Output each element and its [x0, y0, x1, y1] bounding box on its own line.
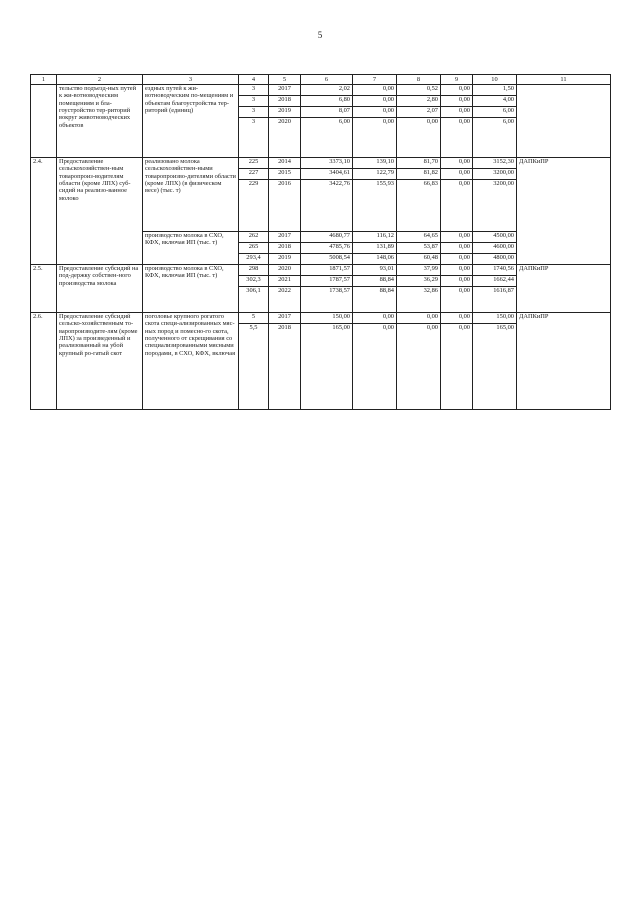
year-cell: 2020 [269, 118, 301, 158]
header-cell: 8 [397, 75, 441, 85]
year-cell: 2018 [269, 243, 301, 254]
total-cell: 150,00 [301, 313, 353, 324]
local-cell: 0,00 [441, 287, 473, 313]
regional-cell: 37,99 [397, 265, 441, 276]
other-cell: 6,00 [473, 107, 517, 118]
other-cell: 1662,44 [473, 276, 517, 287]
indicator-value: 298 [239, 265, 269, 276]
other-cell: 1616,87 [473, 287, 517, 313]
federal-cell: 0,00 [353, 85, 397, 96]
item-number: 2.5. [31, 265, 57, 313]
total-cell: 2,02 [301, 85, 353, 96]
local-cell: 0,00 [441, 169, 473, 180]
indicator-value: 5,5 [239, 324, 269, 410]
year-cell: 2018 [269, 96, 301, 107]
indicator-value: 302,3 [239, 276, 269, 287]
year-cell: 2018 [269, 324, 301, 410]
local-cell: 0,00 [441, 180, 473, 232]
federal-cell: 131,89 [353, 243, 397, 254]
indicator-value: 225 [239, 158, 269, 169]
federal-cell: 0,00 [353, 107, 397, 118]
indicator-value: 229 [239, 180, 269, 232]
indicator-value: 3 [239, 96, 269, 107]
local-cell: 0,00 [441, 324, 473, 410]
other-cell: 6,00 [473, 118, 517, 158]
year-cell: 2019 [269, 107, 301, 118]
item-number [31, 85, 57, 158]
other-cell: 150,00 [473, 313, 517, 324]
regional-cell: 0,00 [397, 118, 441, 158]
indicator-value: 262 [239, 232, 269, 243]
local-cell: 0,00 [441, 276, 473, 287]
other-cell: 4600,00 [473, 243, 517, 254]
year-cell: 2015 [269, 169, 301, 180]
total-cell: 165,00 [301, 324, 353, 410]
local-cell: 0,00 [441, 96, 473, 107]
measure-name: Предоставление субсидий на под-держку собствен-ного производства молока [57, 265, 143, 313]
total-cell: 6,00 [301, 118, 353, 158]
indicator-value: 3 [239, 118, 269, 158]
regional-cell: 60,48 [397, 254, 441, 265]
indicator-value: 293,4 [239, 254, 269, 265]
total-cell: 1871,57 [301, 265, 353, 276]
indicator-value: 265 [239, 243, 269, 254]
total-cell: 6,80 [301, 96, 353, 107]
total-cell: 4680,77 [301, 232, 353, 243]
measure-name: тельство подъезд-ных путей к жи-вотноводческим помещениям и бла-гоустройство тер-риторий вокруг животноводческих объектов [57, 85, 143, 158]
header-cell: 4 [239, 75, 269, 85]
regional-cell: 2,07 [397, 107, 441, 118]
indicator-name: реализовано молока сельскохозяйствен-ными товаропроизво-дителями области (кроме ЛПХ) (в физическом весе) (тыс. т) [143, 158, 239, 232]
federal-cell: 122,79 [353, 169, 397, 180]
total-cell: 3373,10 [301, 158, 353, 169]
regional-cell: 53,87 [397, 243, 441, 254]
table-row [31, 313, 611, 324]
header-cell: 2 [57, 75, 143, 85]
other-cell: 3200,00 [473, 180, 517, 232]
other-cell: 3152,30 [473, 158, 517, 169]
header-cell: 5 [269, 75, 301, 85]
regional-cell: 81,70 [397, 158, 441, 169]
other-cell: 4800,00 [473, 254, 517, 265]
total-cell: 1738,57 [301, 287, 353, 313]
total-cell: 1787,57 [301, 276, 353, 287]
federal-cell: 93,01 [353, 265, 397, 276]
header-cell: 3 [143, 75, 239, 85]
total-cell: 3404,61 [301, 169, 353, 180]
total-cell: 5008,54 [301, 254, 353, 265]
indicator-value: 306,1 [239, 287, 269, 313]
federal-cell: 0,00 [353, 118, 397, 158]
table-row [31, 158, 611, 169]
other-cell: 1740,56 [473, 265, 517, 276]
regional-cell: 64,65 [397, 232, 441, 243]
federal-cell: 148,06 [353, 254, 397, 265]
year-cell: 2017 [269, 85, 301, 96]
local-cell: 0,00 [441, 158, 473, 169]
indicator-value: 227 [239, 169, 269, 180]
year-cell: 2017 [269, 232, 301, 243]
local-cell: 0,00 [441, 313, 473, 324]
regional-cell: 36,29 [397, 276, 441, 287]
item-number: 2.4. [31, 158, 57, 265]
header-cell: 10 [473, 75, 517, 85]
header-row [31, 75, 611, 85]
regional-cell: 0,52 [397, 85, 441, 96]
executor-cell: ДАПКиПР [517, 313, 611, 410]
local-cell: 0,00 [441, 243, 473, 254]
other-cell: 3200,00 [473, 169, 517, 180]
indicator-name: производство молока в СХО, КФХ, включая ИП (тыс. т) [143, 265, 239, 313]
indicator-name: поголовье крупного рогатого скота специ-ализированных мяс-ных пород и помесно-го скота, полученного от скрещивания со специализированными мясными породами, в СХО, КФХ, включая [143, 313, 239, 410]
year-cell: 2019 [269, 254, 301, 265]
federal-cell: 139,10 [353, 158, 397, 169]
indicator-value: 5 [239, 313, 269, 324]
regional-cell: 66,83 [397, 180, 441, 232]
local-cell: 0,00 [441, 107, 473, 118]
header-cell: 6 [301, 75, 353, 85]
header-cell: 7 [353, 75, 397, 85]
item-number: 2.6. [31, 313, 57, 410]
other-cell: 4500,00 [473, 232, 517, 243]
regional-cell: 0,00 [397, 313, 441, 324]
federal-cell: 88,84 [353, 287, 397, 313]
total-cell: 8,07 [301, 107, 353, 118]
table-row [31, 85, 611, 96]
measure-name: Предоставление субсидий сельско-хозяйственным то-варопроизводите-лям (кроме ЛПХ) за произведенный и реализованный на убой крупный ро-гатый скот [57, 313, 143, 410]
year-cell: 2016 [269, 180, 301, 232]
other-cell: 4,00 [473, 96, 517, 107]
header-cell: 1 [31, 75, 57, 85]
local-cell: 0,00 [441, 254, 473, 265]
local-cell: 0,00 [441, 232, 473, 243]
year-cell: 2021 [269, 276, 301, 287]
regional-cell: 81,82 [397, 169, 441, 180]
executor-cell: ДАПКиПР [517, 158, 611, 265]
year-cell: 2022 [269, 287, 301, 313]
federal-cell: 0,00 [353, 324, 397, 410]
other-cell: 165,00 [473, 324, 517, 410]
indicator-value: 3 [239, 107, 269, 118]
regional-cell: 32,86 [397, 287, 441, 313]
page-number: 5 [317, 30, 323, 40]
other-cell: 1,50 [473, 85, 517, 96]
measure-name: Предоставление сельскохозяйствен-ным товаропроиз-водителям области (кроме ЛПХ) суб-сидий на реализо-ванное молоко [57, 158, 143, 265]
executor-cell: ДАПКиПР [517, 265, 611, 313]
regional-cell: 0,00 [397, 324, 441, 410]
federal-cell: 88,84 [353, 276, 397, 287]
regional-cell: 2,80 [397, 96, 441, 107]
header-cell: 9 [441, 75, 473, 85]
federal-cell: 0,00 [353, 96, 397, 107]
total-cell: 3422,76 [301, 180, 353, 232]
local-cell: 0,00 [441, 118, 473, 158]
local-cell: 0,00 [441, 265, 473, 276]
indicator-name: производство молока в СХО, КФХ, включая ИП (тыс. т) [143, 232, 239, 265]
year-cell: 2014 [269, 158, 301, 169]
year-cell: 2017 [269, 313, 301, 324]
federal-cell: 0,00 [353, 313, 397, 324]
indicator-value: 3 [239, 85, 269, 96]
federal-cell: 116,12 [353, 232, 397, 243]
header-cell: 11 [517, 75, 611, 85]
executor-cell [517, 85, 611, 158]
local-cell: 0,00 [441, 85, 473, 96]
table-row [31, 265, 611, 276]
program-table [30, 74, 611, 410]
total-cell: 4785,76 [301, 243, 353, 254]
indicator-name: ездных путей к жи-вотноводческим по-мещениям и объектам благоустройства тер-риторий (единиц) [143, 85, 239, 158]
federal-cell: 155,93 [353, 180, 397, 232]
year-cell: 2020 [269, 265, 301, 276]
